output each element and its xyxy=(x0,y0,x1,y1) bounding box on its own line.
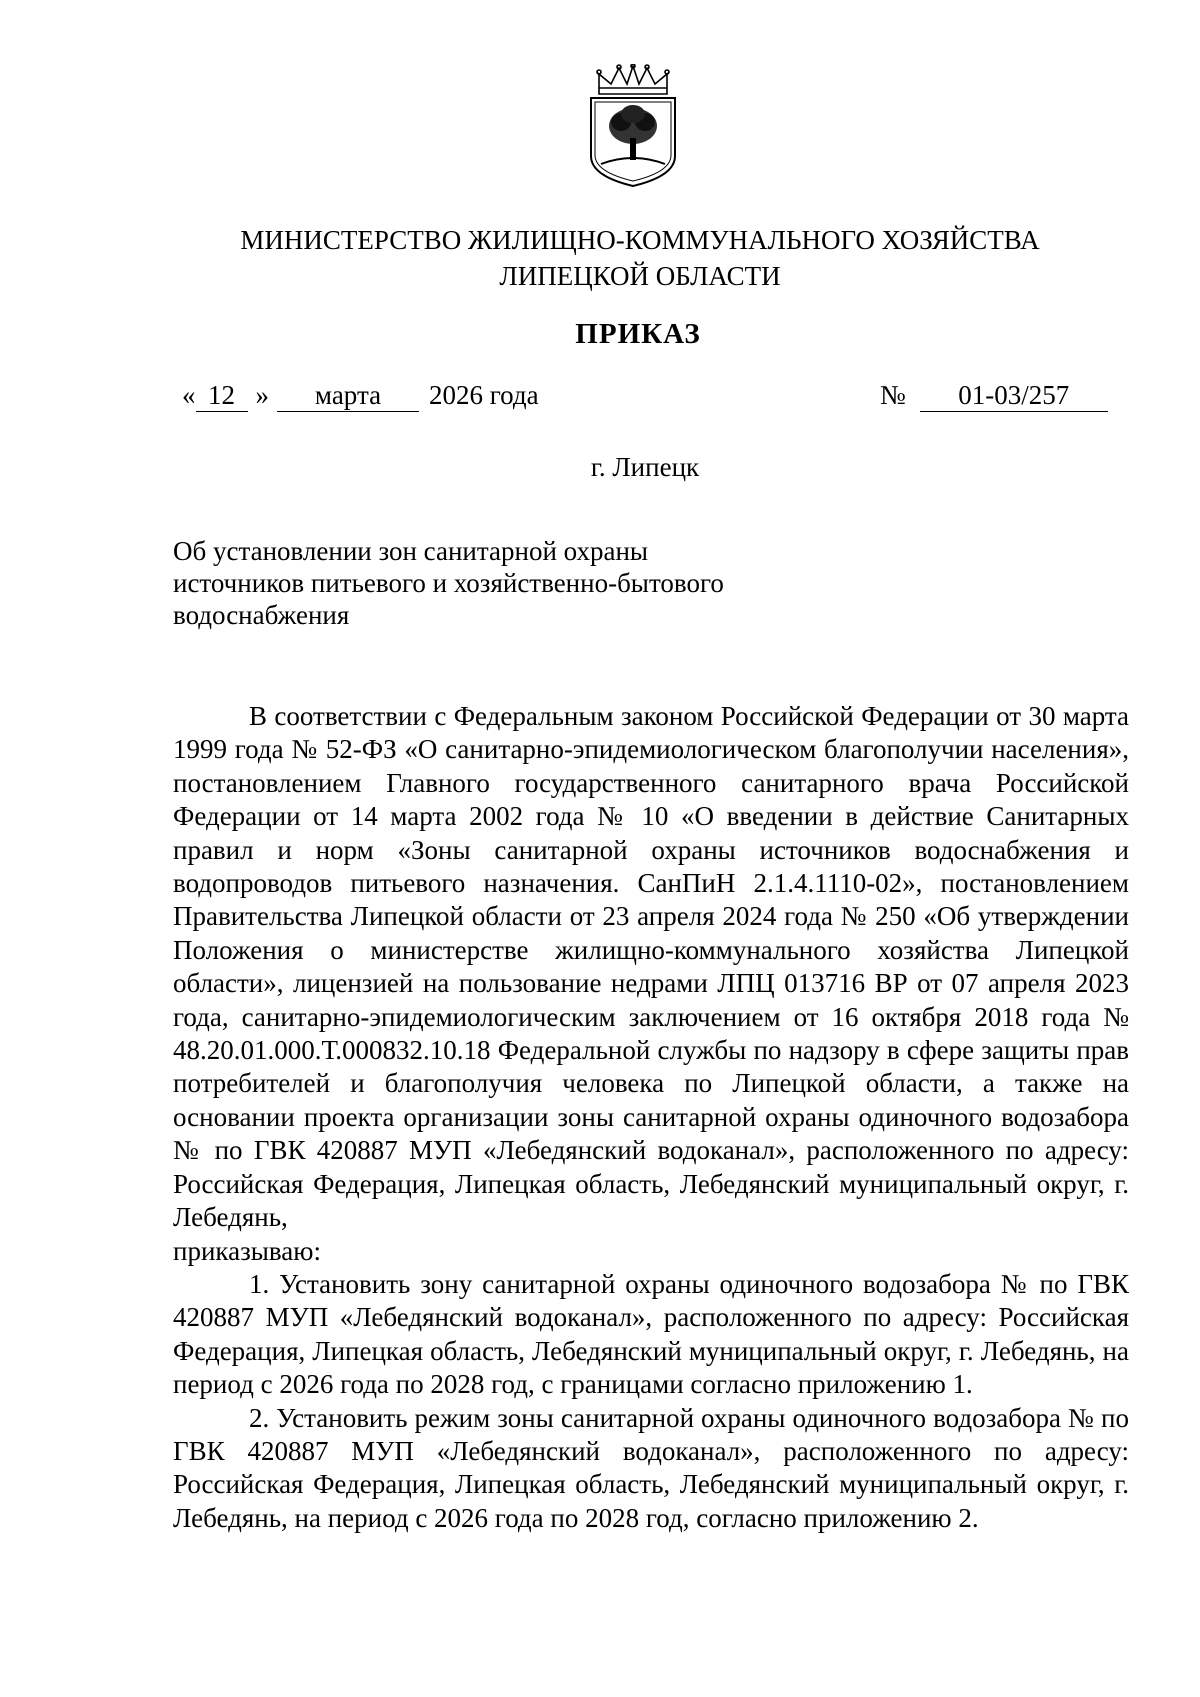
command-word: приказываю: xyxy=(173,1235,321,1266)
number-sign: № xyxy=(880,380,906,410)
order-date xyxy=(182,380,539,412)
ministry-name-line1: МИНИСТЕРСТВО ЖИЛИЩНО-КОММУНАЛЬНОГО ХОЗЯЙСТВА xyxy=(240,225,1040,255)
ministry-name xyxy=(0,222,1200,294)
order-subject xyxy=(173,535,793,631)
item-2-paragraph: 2. Установить режим зоны санитарной охраны одиночного водозабора № по ГВК 420887 МУП «Лебедянский водоканал», расположенного по адресу: Российская Федерация, Липецкая область, Лебедянский муниципальный округ, г. Лебедянь, на период с 2026 года по 2028 год, согласно приложению 2. xyxy=(173,1402,1129,1533)
date-month: марта xyxy=(277,380,419,412)
item-1-paragraph: 1. Установить зону санитарной охраны одиночного водозабора № по ГВК 420887 МУП «Лебедянский водоканал», расположенного по адресу: Российская Федерация, Липецкая область, Лебедянский муниципальный округ, г. Лебедянь, на период с 2026 года по 2028 год, с границами согласно приложению 1. xyxy=(173,1268,1129,1400)
order-number xyxy=(880,380,1108,412)
date-open-quote: « xyxy=(182,380,196,410)
ministry-name-line2: ЛИПЕЦКОЙ ОБЛАСТИ xyxy=(499,261,781,291)
date-close-quote: » xyxy=(255,380,269,410)
order-body xyxy=(173,700,1129,1535)
subject-line2: источников питьевого и хозяйственно-бытового xyxy=(173,568,724,598)
order-city: г. Липецк xyxy=(590,452,700,482)
subject-line3: водоснабжения xyxy=(173,600,350,630)
lipetsk-coat-of-arms-icon xyxy=(585,64,681,188)
preamble-paragraph: В соответствии с Федеральным законом Российской Федерации от 30 марта 1999 года № 52-ФЗ «О санитарно-эпидемиологическом благополучии населения», постановлением Главного государственного санитарного врача Российской Федерации от 14 марта 2002 года № 10 «О введении в действие Санитарных правил и норм «Зоны санитарной охраны источников водоснабжения и водопроводов питьевого назначения. СанПиН 2.1.4.1110-02», постановлением Правительства Липецкой области от 23 апреля 2024 года № 250 «Об утверждении Положения о министерстве жилищно-коммунального хозяйства Липецкой области», лицензией на пользование недрами ЛПЦ 013716 ВР от 07 апреля 2023 года, санитарно-эпидемиологическим заключением от 16 октября 2018 года № 48.20.01.000.Т.000832.10.18 Федеральной службы по надзору в сфере защиты прав потребителей и благополучия человека по Липецкой области, а также на основании проекта организации зоны санитарной охраны одиночного водозабора № по ГВК 420887 МУП «Лебедянский водоканал», расположенного по адресу: Российская Федерация, Липецкая область, Лебедянский муниципальный округ, г. Лебедянь, xyxy=(173,701,1129,1233)
order-title: ПРИКАЗ xyxy=(575,318,701,350)
subject-line1: Об установлении зон санитарной охраны xyxy=(173,536,649,566)
date-day: 12 xyxy=(196,380,248,412)
date-year: 2026 года xyxy=(429,380,539,410)
number-value: 01-03/257 xyxy=(920,380,1108,412)
